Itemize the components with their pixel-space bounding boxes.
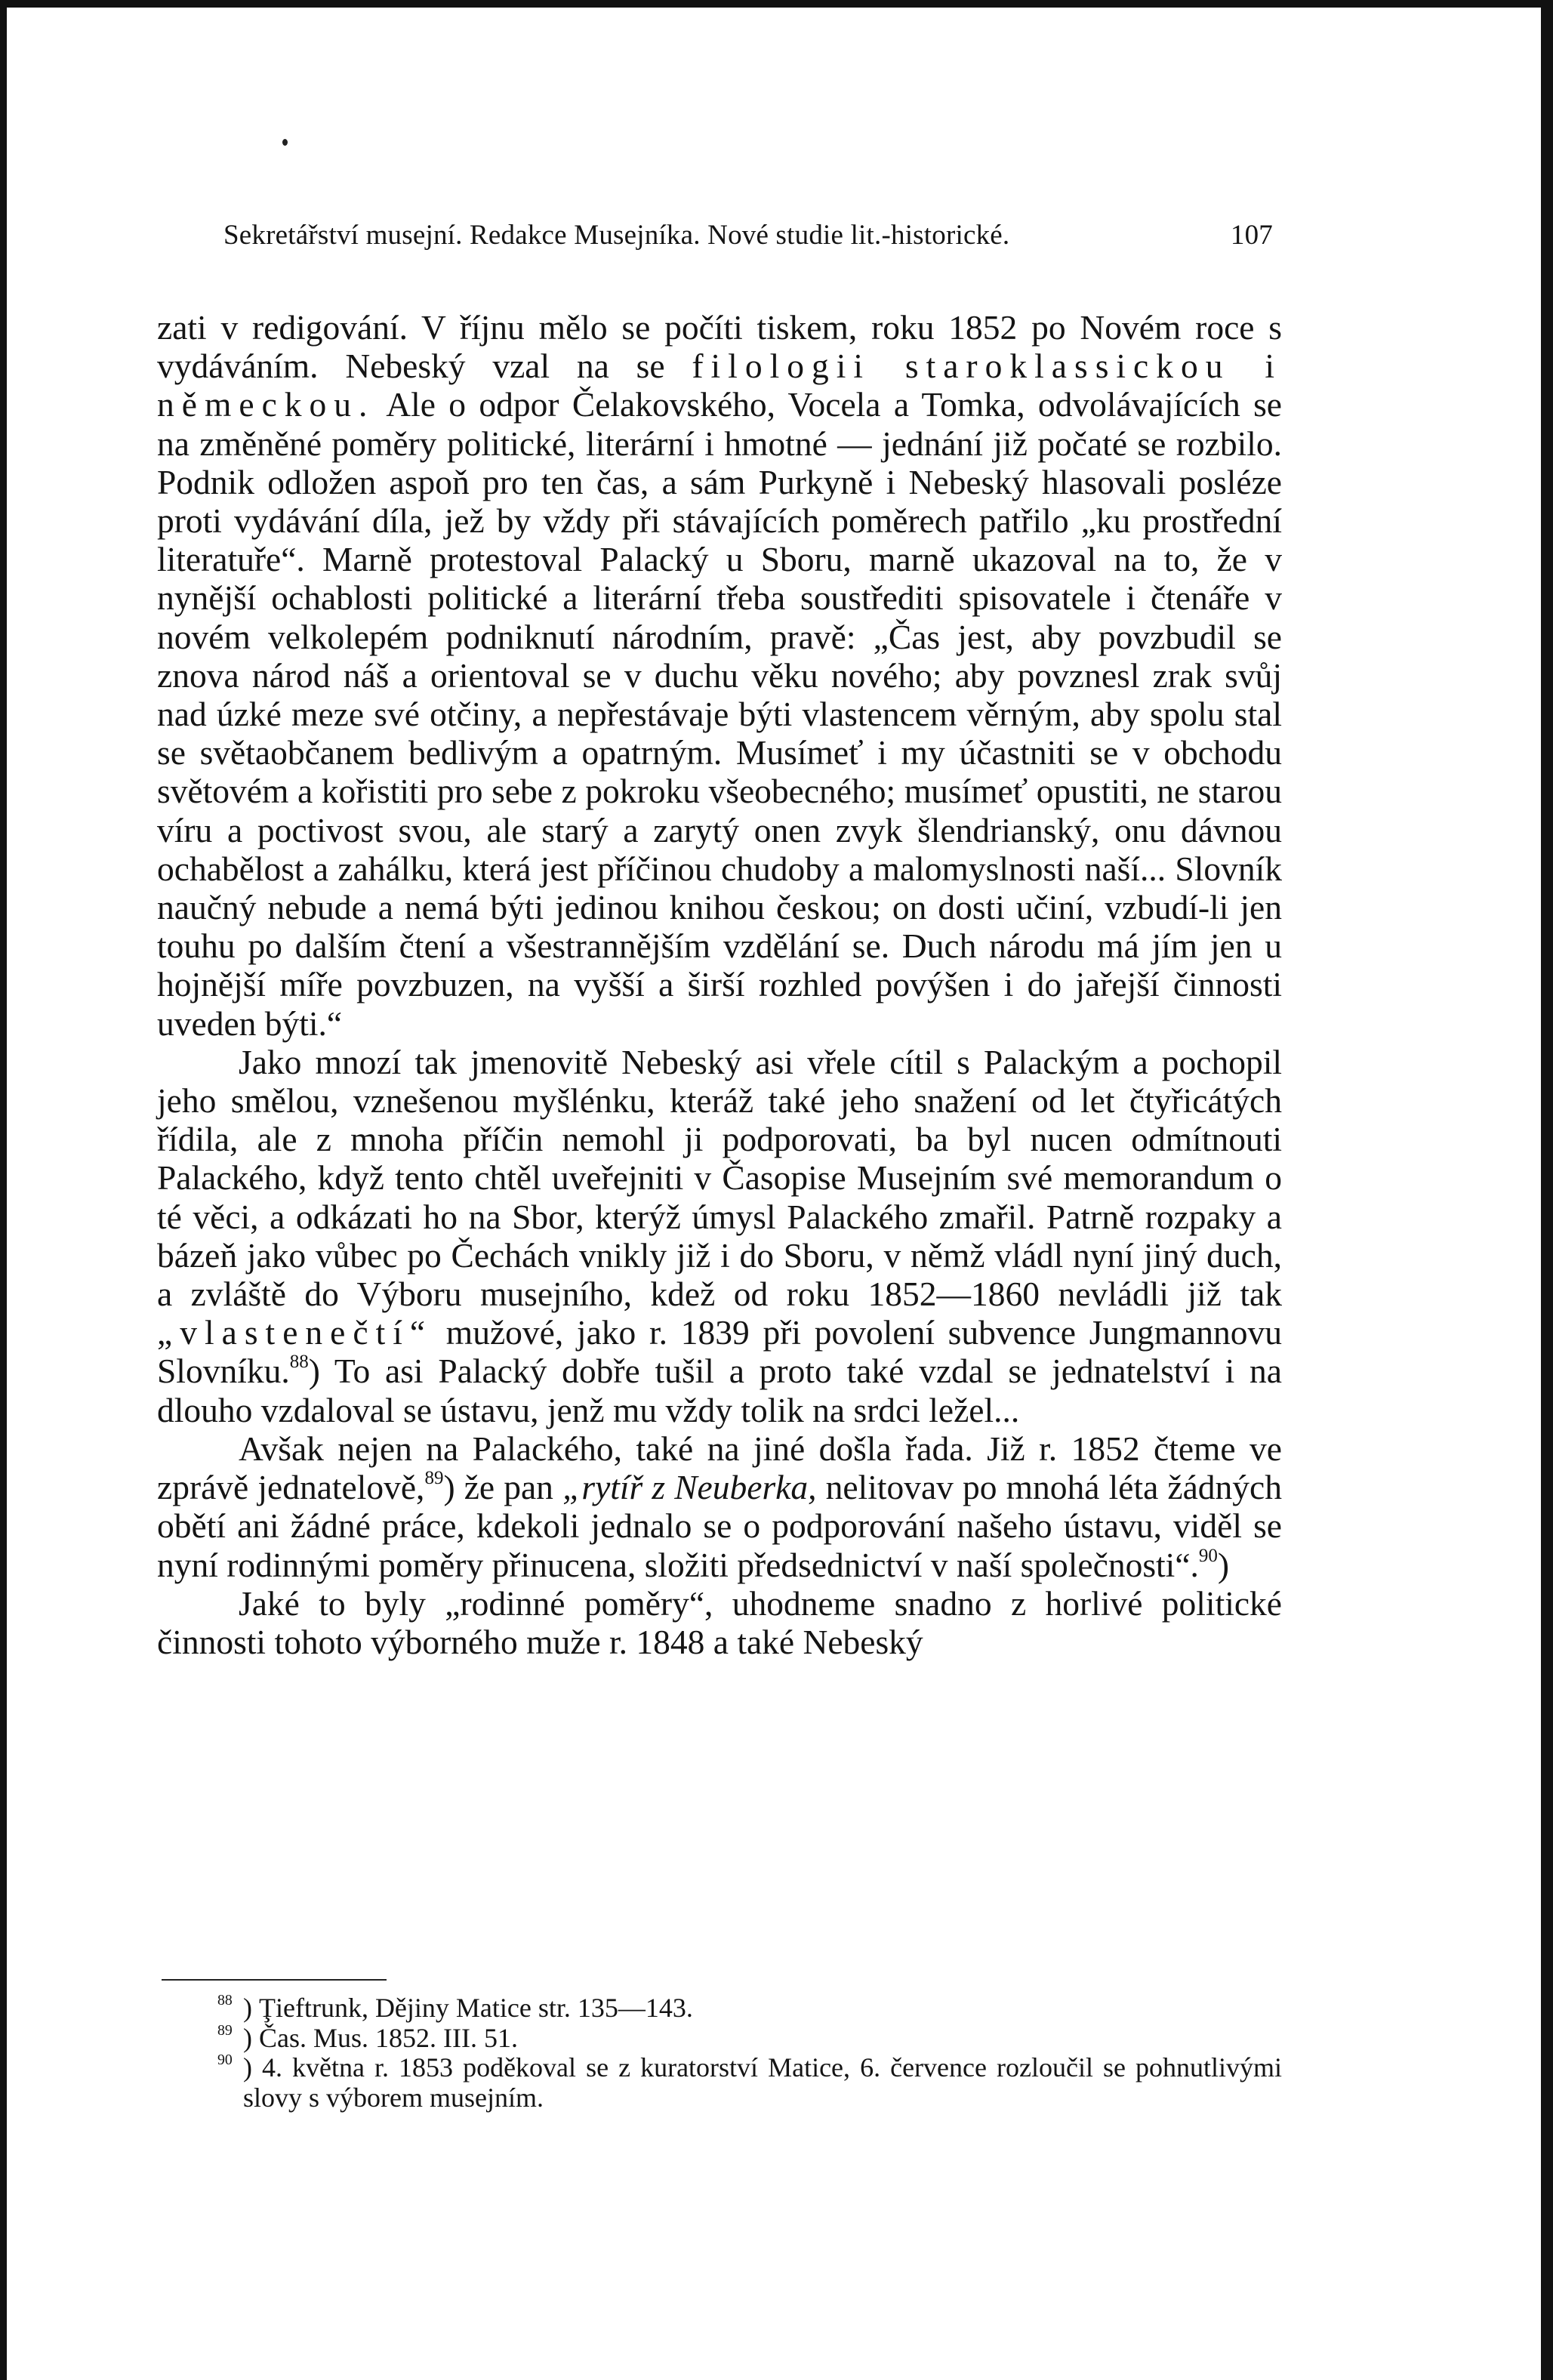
running-head-title: Sekretářství musejní. Redakce Musejníka. Nové studie lit.-historické. — [223, 220, 1010, 251]
footnote-90 — [157, 2053, 1282, 2113]
paragraph-2-text-a: Jako mnozí tak jmenovitě Nebeský asi vřele cítil s Palackým a pochopil jeho smělou, vznešenou myšlénku, kteráž také jeho snažení od let čtyřicátých řídila, ale z mnoha příčin nemohl ji podporovati, ba byl nucen odmítnouti Palackého, když tento chtěl uveřejniti v Časopise Musejním své memorandum o té věci, a odkázati ho na Sbor, kterýž úmysl Palackého zmařil. Patrně rozpaky a bázeň jako vůbec po Čechách vnikly již i do Sboru, v němž vládl nyní jiný duch, a zvláště do Výboru musejního, kdež od roku 1852—1860 nevládli již tak — [157, 1042, 1282, 1314]
footnote-mark-88: 88 — [217, 1992, 233, 2009]
footnote-ref-88: 88 — [289, 1352, 309, 1373]
footnote-rule — [162, 1979, 387, 1981]
paragraph-1-text-a: zati v redigování. V říjnu mělo se počíti tiskem, roku 1852 po Novém roce s vydáváním. Nebeský vzal na se — [157, 308, 1282, 386]
scan-edge-right — [1541, 0, 1553, 2380]
footnotes — [157, 1993, 1282, 2113]
paragraph-2-spaced-text: „vlastenečtí“ — [157, 1313, 433, 1352]
paragraph-1-text-b: Ale o odpor Čelakovského, Vocela a Tomka, odvolávajících se na změněné poměry politické, literární i hmotné — jednání již počaté se rozbilo. Podnik odložen aspoň pro ten čas, a sám Purkyně i Nebeský hlasovali posléze proti vydávání díla, jež by vždy při stávajících poměrech patřilo „ku prostřední literatuře“. Marně protestoval Palacký u Sboru, marně ukazoval na to, že v nynější ochablosti politické a literární třeba soustřediti spisovatele i čtenáře v novém velkolepém podniknutí národním, pravě: „Čas jest, aby povzbudil se znova národ náš a orientoval se v duchu věku nového; aby povznesl zrak svůj nad úzké meze své otčiny, a nepřestávaje býti vlastencem věrným, aby spolu stal se světaobčanem bedlivým a opatrným. Musímeť i my účastniti se v obchodu světovém a kořistiti pro sebe z pokroku všeobecného; musímeť opustiti, ne starou víru a poctivost svou, ale starý a zarytý onen zvyk šlendrianský, onu dávnou ochabělost a zahálku, která jest příčinou chudoby a malomyslnosti naší... Slovník naučný nebude a nemá býti jedinou knihou českou; on dosti učiní, vzbudí-li jen touhu po dalším čtení a všestrannějším vzdělání se. Duch národu má jím jen u hojnější míře povzbuzen, na vyšší a širší rozhled povýšen i do jařejší činnosti uveden býti.“ — [157, 385, 1282, 1043]
page-number: 107 — [1230, 220, 1273, 251]
paragraph-1 — [157, 308, 1282, 1043]
footnote-89 — [157, 2021, 1282, 2054]
footnote-88-text: ) Ţieftrunk, Dějiny Matice str. 135—143. — [243, 1993, 693, 2023]
paragraph-1-spaced-text: filologii staroklassickou i německou. — [157, 347, 1282, 424]
paragraph-4: Jaké to byly „rodinné poměry“, uhodneme snadno z horlivé politické činnosti tohoto výborného muže r. 1848 a také Nebeský — [157, 1583, 1282, 1661]
paragraph-3-italic-text: „rytíř z Neuberka, — [562, 1468, 817, 1507]
paragraph-3 — [157, 1429, 1282, 1584]
footnote-88 — [157, 1993, 1282, 2024]
footnote-89-text: ) Čas. Mus. 1852. III. 51. — [243, 2022, 518, 2053]
paragraph-3-text-d: ) — [1217, 1545, 1230, 1584]
paragraph-3-text-b: ) že pan — [443, 1468, 563, 1507]
footnote-mark-89: 89 — [217, 2021, 233, 2039]
footnote-90-text: ) 4. května r. 1853 poděkoval se z kuratorství Matice, 6. července rozloučil se pohnutlivými slovy s výborem musejním. — [243, 2052, 1282, 2113]
footnote-ref-90: 90 — [1198, 1545, 1218, 1566]
paragraph-3-text-a: Avšak nejen na Palackého, také na jiné došla řada. Již r. 1852 čteme ve zprávě jednatelově, — [157, 1429, 1282, 1507]
footnote-ref-89: 89 — [424, 1468, 444, 1489]
scan-edge-left — [0, 0, 7, 2380]
scan-edge-top — [0, 0, 1553, 8]
scan-speck — [282, 139, 288, 146]
running-head — [223, 219, 1273, 257]
footnote-mark-90: 90 — [217, 2052, 233, 2069]
paragraph-3-text-c: nelitovav po mnohá léta žádných obětí ani žádné práce, kdekoli jednalo se o podporování našeho ústavu, viděl se nyní rodinnými poměry přinucena, složiti předsednictví v naší společnosti“. — [157, 1468, 1282, 1584]
main-text — [157, 308, 1282, 1661]
paragraph-2 — [157, 1043, 1282, 1429]
paragraph-2-text-b: mužové, jako r. 1839 při povolení subvence Jungmannovu Slovníku. — [157, 1313, 1282, 1391]
paragraph-2-text-c: ) To asi Palacký dobře tušil a proto také vzdal se jednatelství i na dlouho vzdaloval se ústavu, jenž mu vždy tolik na srdci ležel... — [157, 1352, 1282, 1429]
